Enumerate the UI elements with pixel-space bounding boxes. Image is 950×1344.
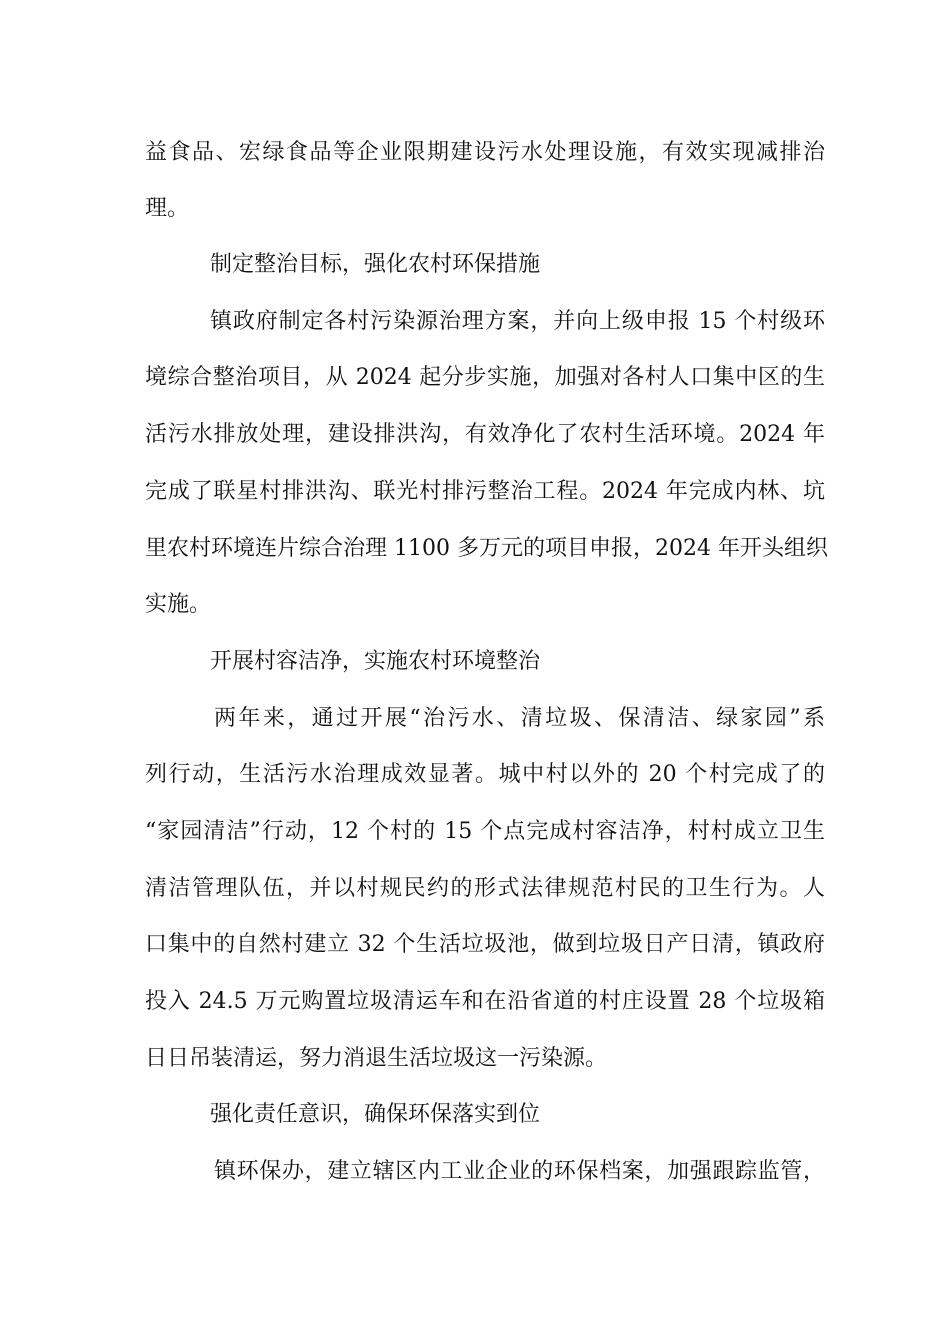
paragraph-line: 镇政府制定各村污染源治理方案，并向上级申报 15 个村级环 <box>210 309 825 334</box>
paragraph-line: 口集中的自然村建立 32 个生活垃圾池，做到垃圾日产日清，镇政府 <box>145 932 825 957</box>
paragraph-line: 理。 <box>145 196 190 221</box>
paragraph-line: 清洁管理队伍，并以村规民约的形式法律规范村民的卫生行为。人 <box>145 876 825 901</box>
paragraph-line: 镇环保办，建立辖区内工业企业的环保档案，加强跟踪监管， <box>214 1159 825 1184</box>
paragraph-line: 益食品、宏绿食品等企业限期建设污水处理设施，有效实现减排治 <box>145 140 825 165</box>
paragraph-line: 投入 24.5 万元购置垃圾清运车和在沿省道的村庄设置 28 个垃圾箱 <box>145 989 825 1014</box>
paragraph-line: 境综合整治项目，从 2024 起分步实施，加强对各村人口集中区的生 <box>145 365 825 390</box>
section-heading: 开展村容洁净，实施农村环境整治 <box>210 649 541 674</box>
section-heading: 强化责任意识，确保环保落实到位 <box>210 1102 541 1127</box>
paragraph-line: 两年来，通过开展“治污水、清垃圾、保清洁、绿家园”系 <box>214 706 825 731</box>
paragraph-line: 实施。 <box>145 592 212 617</box>
paragraph-line: 完成了联星村排洪沟、联光村排污整治工程。2024 年完成内林、坑 <box>145 479 825 504</box>
paragraph-line: 日日吊装清运，努力消退生活垃圾这一污染源。 <box>145 1046 608 1071</box>
paragraph-line: “家园清洁”行动，12 个村的 15 个点完成村容洁净，村村成立卫生 <box>145 819 825 844</box>
paragraph-line: 里农村环境连片综合治理 1100 多万元的项目申报，2024 年开头组织 <box>145 536 828 561</box>
paragraph-line: 活污水排放处理，建设排洪沟，有效净化了农村生活环境。2024 年 <box>145 422 825 447</box>
paragraph-line: 列行动，生活污水治理成效显著。城中村以外的 20 个村完成了的 <box>145 762 825 787</box>
section-heading: 制定整治目标，强化农村环保措施 <box>210 252 541 277</box>
